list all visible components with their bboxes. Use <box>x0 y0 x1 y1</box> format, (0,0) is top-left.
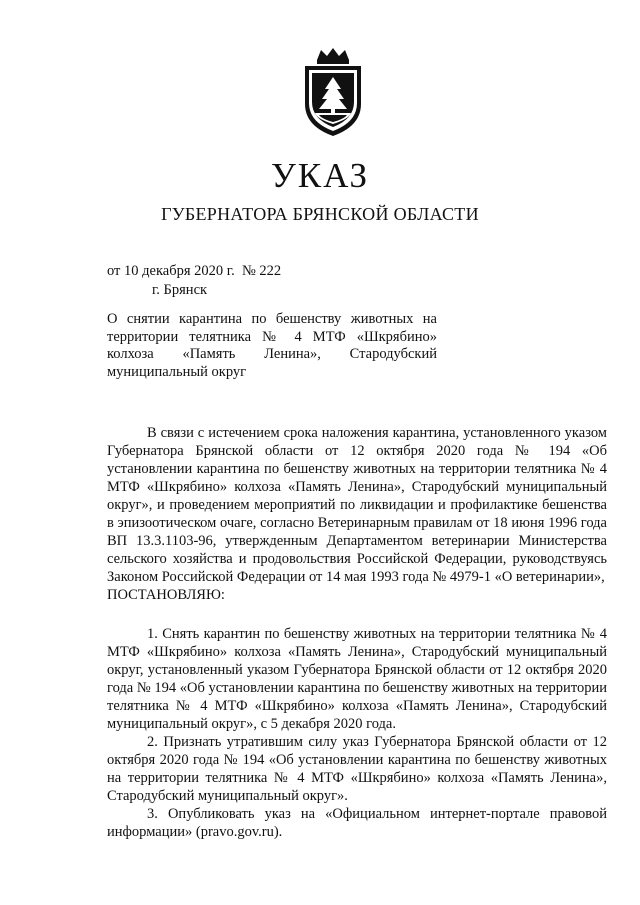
decree-subject: О снятии карантина по бешенству животных на территории телятника № 4 МТФ «Шкрябино» колхоза «Память Ленина», Стародубский муниципальный округ <box>107 311 437 380</box>
decree-item-1: 1. Снять карантин по бешенству животных на территории телятника № 4 МТФ «Шкрябино» колхоза «Память Ленина», Стародубский муниципальный округ, установленный указом Губернатора Брянской области от 12 октября 2020 года № 194 «Об установлении карантина по бешенству животных на территории телятника № 4 МТФ «Шкрябино» колхоза «Память Ленина», Стародубский муниципальный округ», с 5 декабря 2020 года. <box>107 626 607 732</box>
page-title: УКАЗ <box>270 156 370 195</box>
decree-body <box>107 424 607 841</box>
decree-word: ПОСТАНОВЛЯЮ: <box>107 587 225 603</box>
issuer-subtitle: ГУБЕРНАТОРА БРЯНСКОЙ ОБЛАСТИ <box>161 204 479 224</box>
date-and-number: от 10 декабря 2020 г. № 222 <box>107 263 282 279</box>
decree-item-3: 3. Опубликовать указ на «Официальном интернет-портале правовой информации» (pravo.gov.ru). <box>107 806 607 840</box>
decree-item-2: 2. Признать утратившим силу указ Губернатора Брянской области от 12 октября 2020 года № 194 «Об установлении карантина по бешенству животных на территории телятника № 4 МТФ «Шкрябино» колхоза «Память Ленина», Стародубский муниципальный округ». <box>107 734 607 804</box>
spacer <box>107 604 607 625</box>
preamble-paragraph: В связи с истечением срока наложения карантина, установленного указом Губернатора Брянской области от 12 октября 2020 года № 194 «Об установлении карантина по бешенству животных на территории телятника № 4 МТФ «Шкрябино» колхоза «Память Ленина», Стародубский муниципальный округ», и проведением мероприятий по ликвидации и профилактике бешенства в эпизоотическом очаге, согласно Ветеринарным правилам от 18 июня 1996 года ВП 13.3.1103-96, утвержденным Департаментом ветеринарии Министерства сельского хозяйства и продовольствия Российской Федерации, руководствуясь Законом Российской Федерации от 14 мая 1993 года № 4979-1 «О ветеринарии», <box>107 425 607 585</box>
city: г. Брянск <box>152 282 208 298</box>
coat-of-arms-icon <box>295 46 371 138</box>
